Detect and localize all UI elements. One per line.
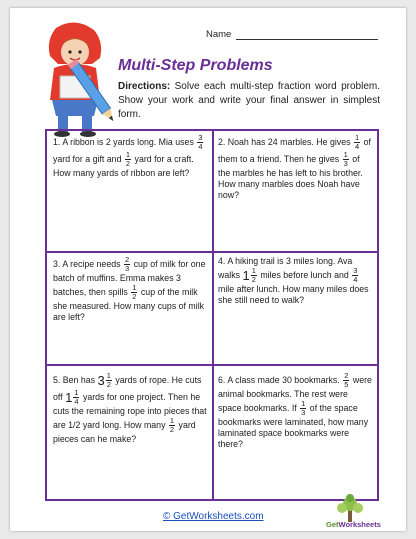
- problem-text: yard for a craft. How many yards of ribbon are left?: [53, 153, 194, 178]
- directions-label: Directions:: [118, 81, 171, 92]
- fraction: $\frac{1}{3}$: [343, 150, 348, 168]
- mixed-number-whole: 1: [242, 268, 250, 283]
- fraction: $\frac{3}{4}$: [198, 133, 203, 151]
- fraction: $\frac{1}{4}$: [354, 133, 360, 151]
- problem-6: [212, 366, 377, 501]
- problem-5: [47, 366, 212, 501]
- problem-grid: [45, 129, 379, 501]
- fraction: $\frac{2}{3}$: [124, 255, 130, 273]
- mixed-number-whole: 1: [65, 390, 73, 405]
- page-title: Multi-Step Problems: [118, 57, 273, 74]
- name-label: Name: [206, 29, 232, 40]
- problem-number: 4.: [218, 256, 226, 266]
- problem-text: yards for one project. Then he cuts the remaining rope into pieces that are 1/2 yard long. How many: [53, 391, 207, 430]
- problem-text: yards of rope. He cuts off: [53, 374, 202, 402]
- problem-text: A class made 30 bookmarks.: [227, 374, 340, 385]
- website-link[interactable]: © GetWorksheets.com: [163, 511, 264, 522]
- directions: [118, 80, 380, 122]
- problem-text: were animal bookmarks. The rest were space bookmarks. If: [218, 374, 372, 413]
- problem-4: [212, 253, 377, 363]
- logo-word-worksheets: Worksheets: [338, 520, 381, 529]
- problem-1: [47, 131, 212, 251]
- name-line[interactable]: [236, 39, 378, 40]
- fraction: $\frac{1}{2}$: [169, 416, 175, 434]
- problem-text: A ribbon is 2 yards long. Mia uses: [62, 136, 194, 147]
- problem-text: cup of milk for one batch of muffins. Emma makes 3 batches, then spills: [53, 258, 206, 297]
- problem-text: mile after lunch. How many miles does she still need to walk?: [218, 284, 369, 305]
- worksheet-page: [10, 8, 406, 531]
- problem-text: cup of the milk she measured. How many cups of milk are left?: [53, 286, 205, 322]
- fraction: $\frac{1}{2}$: [132, 283, 137, 301]
- fraction: $\frac{2}{5}$: [344, 371, 349, 389]
- problem-text: A hiking trail is 3 miles long. Ava walks: [218, 256, 353, 280]
- problem-text: yard for a gift and: [53, 153, 122, 164]
- fraction: $\frac{1}{2}$: [106, 371, 111, 389]
- problem-text: of them to a friend. Then he gives: [218, 136, 371, 164]
- problem-number: 6.: [218, 374, 226, 385]
- problem-text: Ben has: [62, 374, 96, 385]
- problem-number: 5.: [53, 374, 61, 385]
- girl-with-pencil-illustration: [34, 20, 116, 138]
- fraction: $\frac{1}{2}$: [125, 150, 131, 168]
- problem-text: yard pieces can he make?: [53, 419, 196, 444]
- problem-3: [47, 253, 212, 363]
- problem-2: [212, 131, 377, 251]
- logo-word-get: Get: [326, 520, 339, 529]
- mixed-number-whole: 3: [97, 373, 105, 388]
- problem-number: 1.: [53, 136, 61, 147]
- problem-number: 2.: [218, 136, 226, 147]
- problem-text: A recipe needs: [62, 258, 121, 269]
- fraction: $\frac{3}{4}$: [353, 266, 358, 284]
- logo-wordmark: [326, 520, 381, 529]
- problem-number: 3.: [53, 258, 61, 269]
- problem-text: of the marbles he has left to his brother. How many marbles does Noah have now?: [218, 153, 363, 200]
- fraction: $\frac{1}{2}$: [251, 266, 256, 284]
- problem-text: Noah has 24 marbles. He gives: [227, 136, 351, 147]
- problem-text: miles before lunch and: [260, 269, 349, 280]
- fraction: $\frac{1}{4}$: [74, 388, 79, 406]
- directions-text: Solve each multi-step fraction word problem. Show your work and write your final answer in simplest form.: [118, 81, 380, 120]
- problem-text: of the space bookmarks were laminated, how many laminated space bookmarks were there?: [218, 402, 369, 449]
- fraction: $\frac{1}{3}$: [301, 399, 306, 417]
